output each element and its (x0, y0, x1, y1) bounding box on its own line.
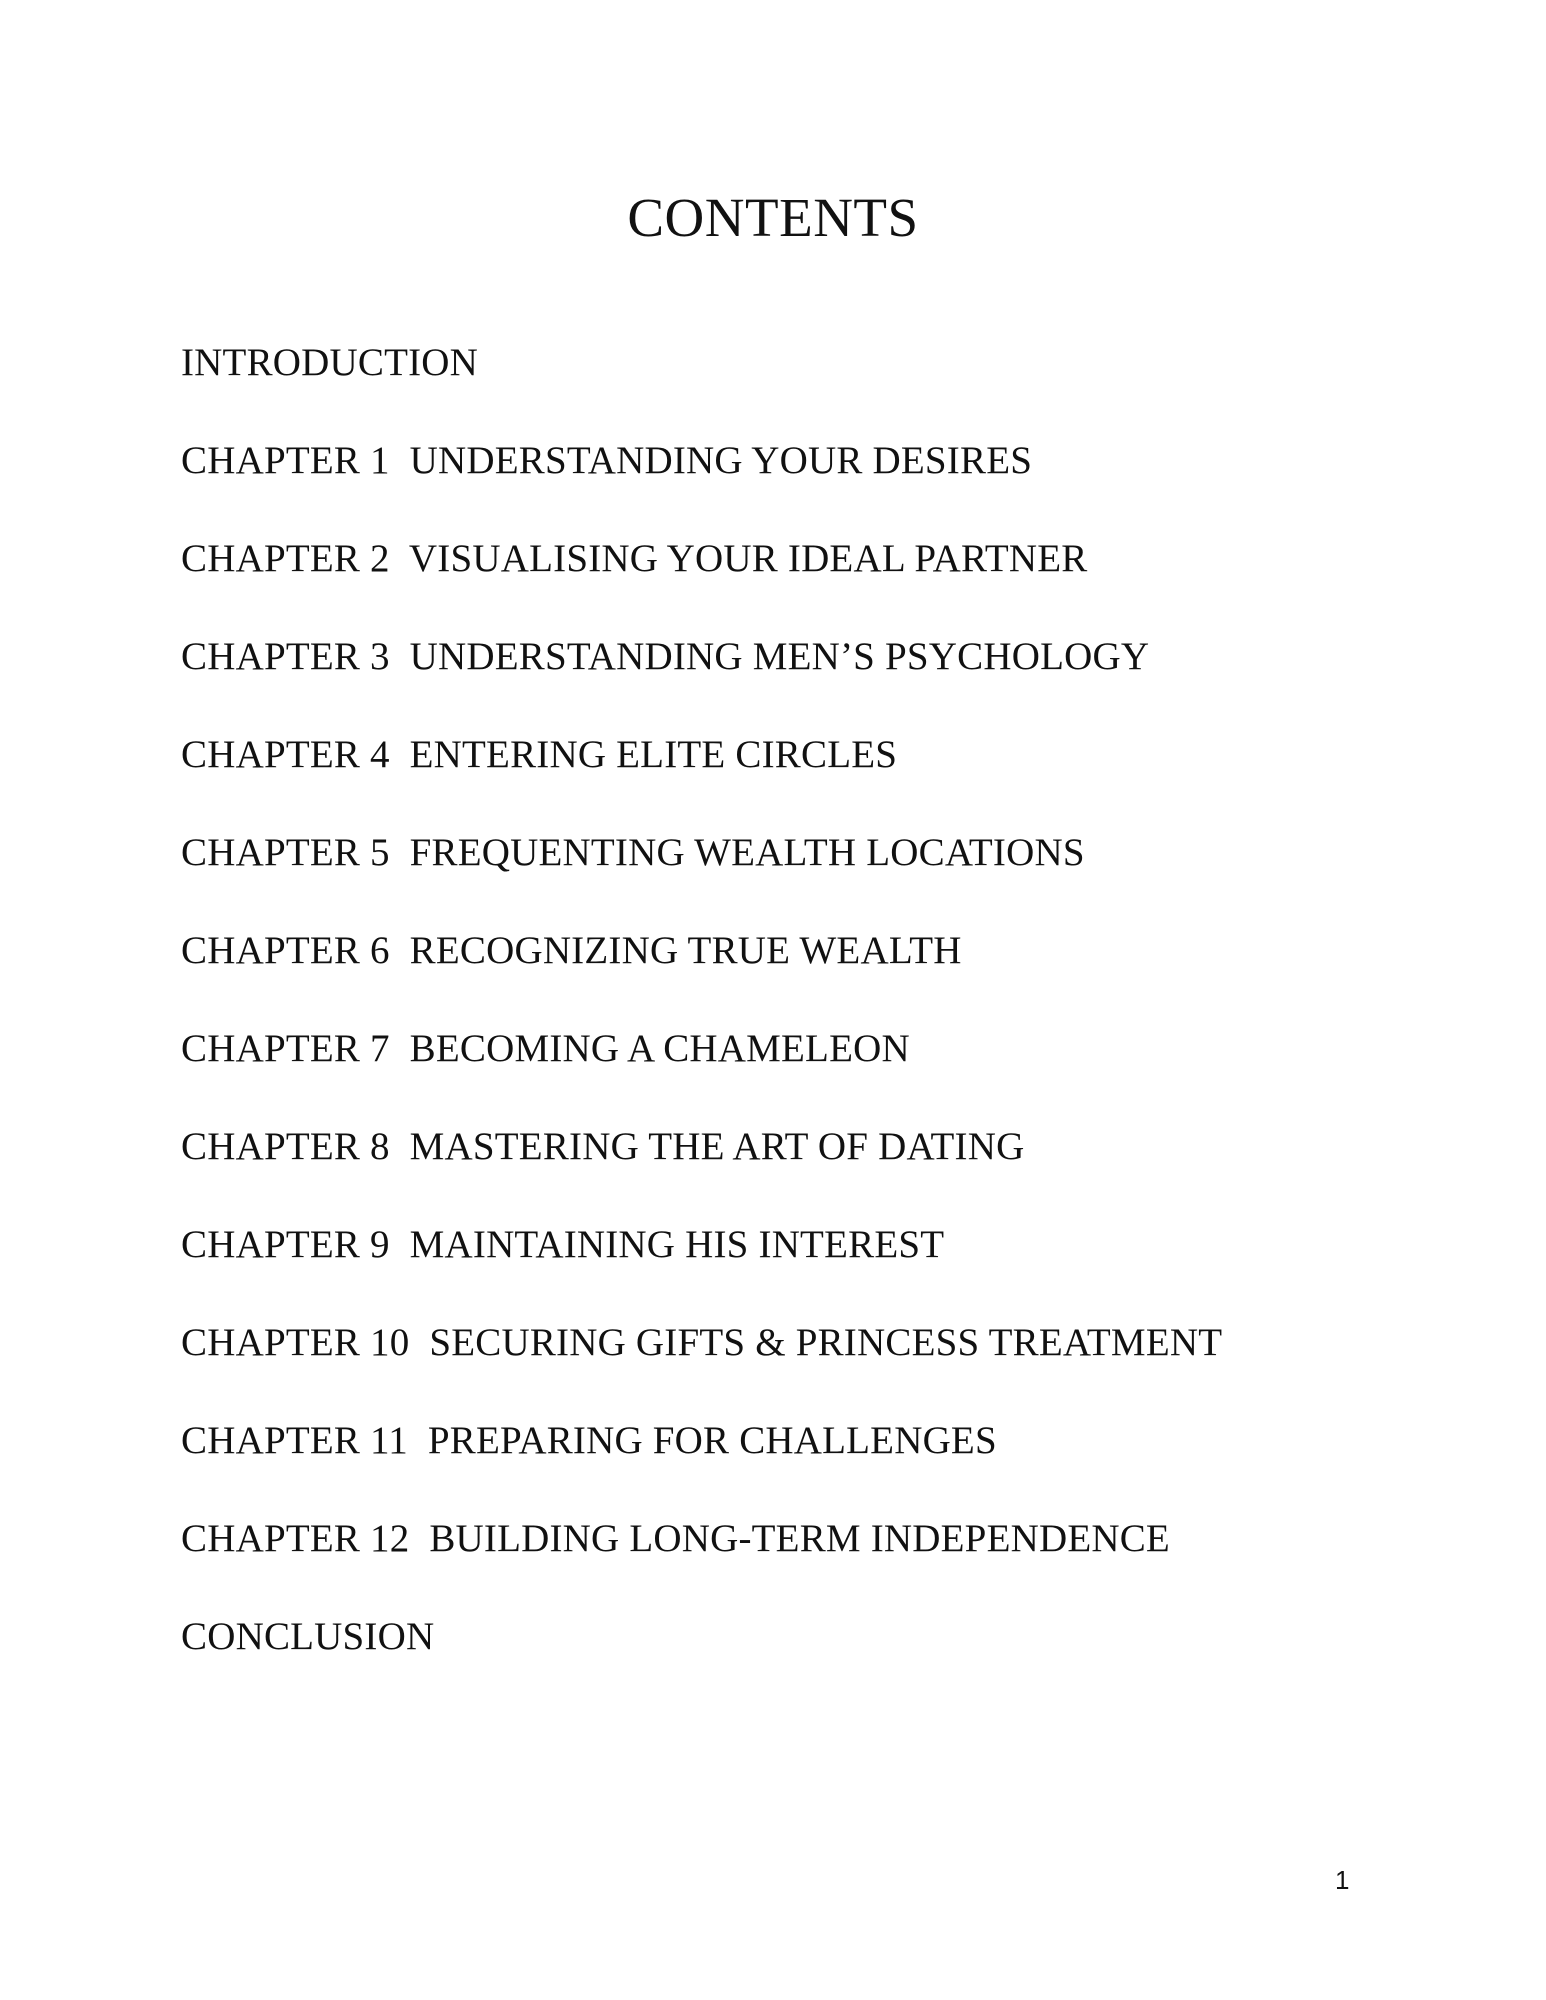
toc-item-chapter-1: CHAPTER 1 UNDERSTANDING YOUR DESIRES (181, 439, 1033, 482)
table-of-contents (181, 333, 1222, 1705)
toc-item-chapter-8: CHAPTER 8 MASTERING THE ART OF DATING (181, 1125, 1025, 1168)
toc-item-chapter-2: CHAPTER 2 VISUALISING YOUR IDEAL PARTNER (181, 537, 1088, 580)
toc-item-chapter-3: CHAPTER 3 UNDERSTANDING MEN’S PSYCHOLOGY (181, 635, 1150, 678)
toc-item-conclusion: CONCLUSION (181, 1615, 435, 1658)
toc-item-chapter-6: CHAPTER 6 RECOGNIZING TRUE WEALTH (181, 929, 962, 972)
toc-item-chapter-11: CHAPTER 11 PREPARING FOR CHALLENGES (181, 1419, 997, 1462)
page-title: CONTENTS (627, 187, 919, 248)
toc-item-chapter-12: CHAPTER 12 BUILDING LONG-TERM INDEPENDENCE (181, 1517, 1170, 1560)
toc-item-introduction: INTRODUCTION (181, 341, 479, 384)
toc-item-chapter-4: CHAPTER 4 ENTERING ELITE CIRCLES (181, 733, 898, 776)
toc-item-chapter-7: CHAPTER 7 BECOMING A CHAMELEON (181, 1027, 910, 1070)
toc-item-chapter-5: CHAPTER 5 FREQUENTING WEALTH LOCATIONS (181, 831, 1085, 874)
page-number: 1 (1335, 1865, 1350, 1895)
toc-item-chapter-10: CHAPTER 10 SECURING GIFTS & PRINCESS TREATMENT (181, 1321, 1223, 1364)
toc-item-chapter-9: CHAPTER 9 MAINTAINING HIS INTEREST (181, 1223, 945, 1266)
